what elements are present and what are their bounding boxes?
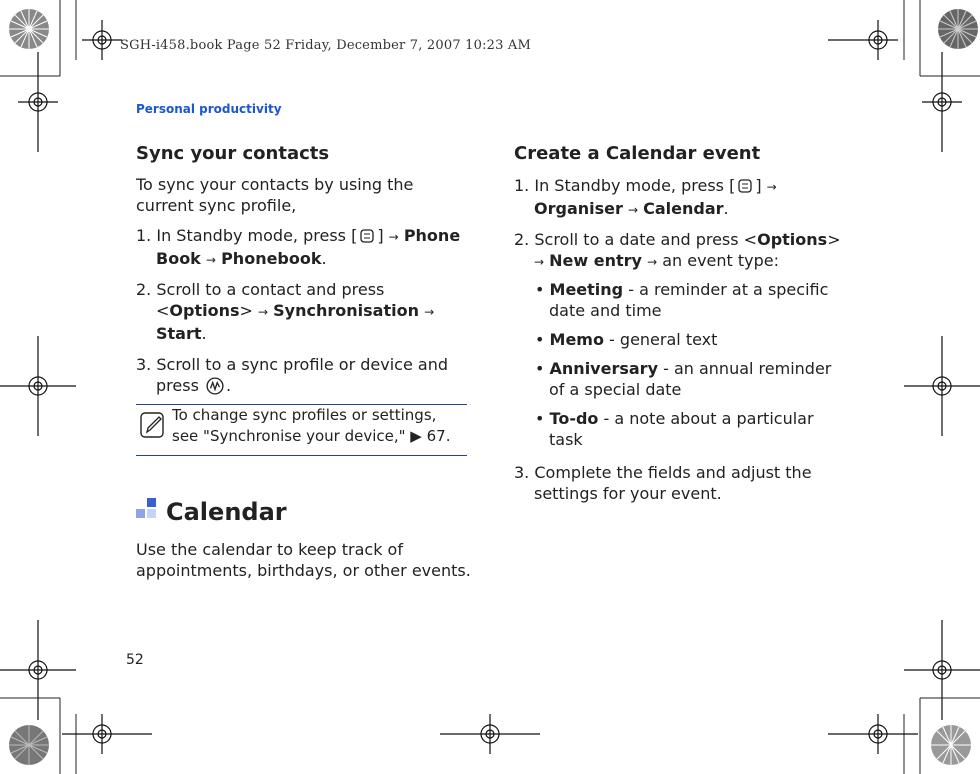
calendar-title: Calendar: [166, 498, 287, 526]
sync-step-3: 3. Scroll to a sync profile or device and press .: [136, 355, 448, 395]
print-header-stamp: SGH-i458.book Page 52 Friday, December 7, 2007 10:23 AM: [120, 38, 532, 53]
event-step-1: 1. In Standby mode, press [ ] → Organiser → Calendar.: [514, 176, 777, 218]
arrow-icon: →: [388, 230, 399, 244]
page-number: 52: [126, 652, 144, 668]
menu-key-icon: [359, 229, 375, 243]
sync-step-1: 1. In Standby mode, press [ ] → Phone Book → Phonebook.: [136, 226, 461, 268]
event-title: Create a Calendar event: [514, 143, 761, 164]
note-pencil-icon: [140, 411, 166, 439]
event-type-anniversary: • Anniversary - an annual reminder of a special date: [535, 359, 832, 399]
event-step-3: 3. Complete the fields and adjust the settings for your event.: [514, 463, 812, 503]
sync-intro: To sync your contacts by using the current sync profile,: [136, 175, 414, 215]
event-step-2: 2. Scroll to a date and press <Options> → New entry → an event type:: [514, 230, 841, 270]
menu-key-icon: [737, 179, 753, 193]
section-label: Personal productivity: [136, 102, 282, 116]
event-type-todo: • To-do - a note about a particular task: [535, 409, 814, 449]
note-text: To change sync profiles or settings, see "Synchronise your device," ▶ 67.: [172, 406, 451, 445]
event-type-memo: • Memo - general text: [535, 330, 718, 349]
sync-step-2: 2. Scroll to a contact and press <Options> → Synchronisation → Start.: [136, 280, 435, 343]
sync-title: Sync your contacts: [136, 143, 330, 164]
calendar-description: Use the calendar to keep track of appointments, birthdays, or other events.: [136, 540, 471, 580]
confirm-key-icon: [206, 377, 224, 395]
event-type-meeting: • Meeting - a reminder at a specific date and time: [535, 280, 829, 320]
